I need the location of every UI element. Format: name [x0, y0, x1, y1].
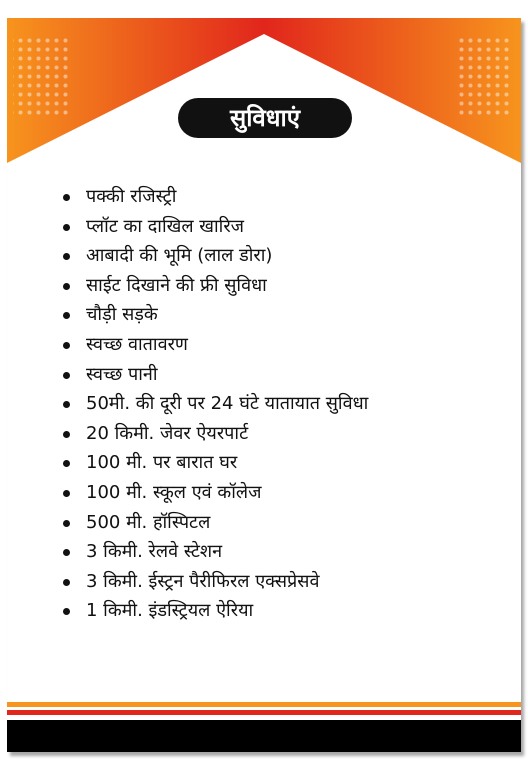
- bullet-icon: [63, 194, 70, 201]
- bullet-icon: [63, 342, 70, 349]
- bullet-icon: [63, 253, 70, 260]
- dot-pattern-left: [13, 34, 71, 116]
- header-banner: [7, 18, 521, 163]
- bullet-icon: [63, 520, 70, 527]
- title-badge: [178, 98, 352, 138]
- facility-item: [59, 389, 368, 419]
- facility-text: आबादी की भूमि (लाल डोरा): [86, 245, 273, 267]
- facility-item: [59, 182, 368, 212]
- facility-item: [59, 567, 368, 597]
- bullet-icon: [63, 372, 70, 379]
- bullet-icon: [63, 608, 70, 615]
- facility-item: [59, 212, 368, 242]
- facility-text: 100 मी. पर बारात घर: [86, 452, 238, 474]
- facility-list: [59, 182, 368, 626]
- facility-text: 20 किमी. जेवर ऐयरपार्ट: [86, 422, 249, 444]
- facility-item: [59, 596, 368, 626]
- facility-text: 100 मी. स्कूल एवं कॉलेज: [86, 481, 262, 503]
- bullet-icon: [63, 579, 70, 586]
- bullet-icon: [63, 224, 70, 231]
- facility-item: [59, 360, 368, 390]
- page-title: सुविधाएं: [229, 104, 301, 132]
- bullet-icon: [63, 312, 70, 319]
- facility-item: [59, 330, 368, 360]
- facility-text: साईट दिखाने की फ्री सुविधा: [86, 274, 267, 296]
- facility-text: 1 किमी. इंडस्ट्रियल ऐरिया: [86, 600, 254, 622]
- bullet-icon: [63, 460, 70, 467]
- facility-text: 500 मी. हॉस्पिटल: [86, 511, 211, 533]
- facility-text: स्वच्छ वातावरण: [86, 333, 188, 355]
- facility-text: पक्की रजिस्ट्री: [86, 186, 177, 207]
- bullet-icon: [63, 283, 70, 290]
- facility-text: 3 किमी. रेलवे स्टेशन: [86, 541, 223, 563]
- facility-text: स्वच्छ पानी: [86, 363, 158, 385]
- facility-item: [59, 448, 368, 478]
- bullet-icon: [63, 431, 70, 438]
- facility-item: [59, 271, 368, 301]
- dot-pattern-right: [455, 34, 513, 116]
- facility-text: 50मी. की दूरी पर 24 घंटे यातायात सुविधा: [86, 393, 369, 415]
- facility-item: [59, 419, 368, 449]
- footer-band: [7, 702, 521, 752]
- facility-item: [59, 241, 368, 271]
- facility-item: [59, 300, 368, 330]
- poster-sheet: [7, 18, 521, 752]
- facility-text: प्लॉट का दाखिल खारिज: [86, 215, 245, 237]
- header-chevron: [7, 18, 521, 163]
- bullet-icon: [63, 549, 70, 556]
- facility-item: [59, 478, 368, 508]
- bullet-icon: [63, 401, 70, 408]
- facility-item: [59, 537, 368, 567]
- bullet-icon: [63, 490, 70, 497]
- facility-text: चौड़ी सड़के: [86, 304, 158, 326]
- facility-text: 3 किमी. ईस्ट्रन पैरीफिरल एक्सप्रेसवे: [86, 570, 320, 592]
- facility-item: [59, 508, 368, 538]
